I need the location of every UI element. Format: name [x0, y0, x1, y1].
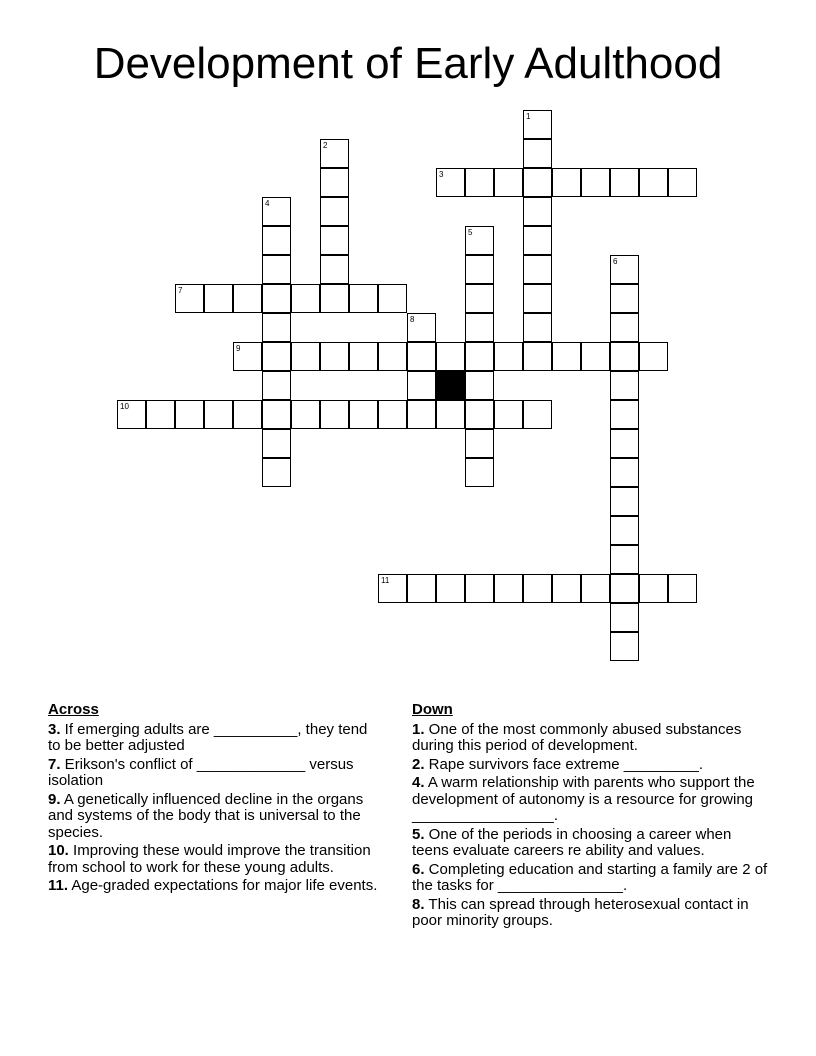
grid-cell[interactable]	[320, 197, 349, 226]
grid-cell[interactable]	[407, 313, 436, 342]
grid-cell[interactable]	[465, 284, 494, 313]
clue-item-text: Rape survivors face extreme _________.	[424, 755, 704, 773]
grid-cell[interactable]	[523, 574, 552, 603]
grid-cell[interactable]	[552, 342, 581, 371]
grid-cell[interactable]	[465, 313, 494, 342]
clue-item-text: One of the periods in choosing a career when teens evaluate careers re ability and values.	[412, 825, 732, 859]
grid-cell[interactable]	[378, 574, 407, 603]
clue-number: 11	[381, 576, 390, 585]
grid-cell[interactable]	[581, 342, 610, 371]
clue-item	[48, 878, 378, 895]
clue-item-text: A genetically influenced decline in the organs and systems of the body that is universal to the species.	[48, 790, 364, 841]
grid-cell[interactable]	[262, 342, 291, 371]
grid-cell[interactable]	[523, 197, 552, 226]
grid-cell[interactable]	[117, 400, 146, 429]
grid-cell[interactable]	[407, 574, 436, 603]
grid-cell[interactable]	[494, 342, 523, 371]
clue-item-text: Age-graded expectations for major life events.	[68, 877, 378, 894]
clue-item-text: This can spread through heterosexual contact in poor minority groups.	[412, 895, 749, 929]
grid-cell[interactable]	[436, 400, 465, 429]
grid-cell[interactable]	[523, 342, 552, 371]
grid-cell[interactable]	[668, 574, 697, 603]
clue-item-number: 5.	[412, 825, 425, 843]
grid-cell[interactable]	[523, 110, 552, 139]
grid-cell[interactable]	[465, 226, 494, 255]
clue-number: 10	[120, 402, 129, 411]
clue-number: 8	[410, 315, 415, 324]
grid-cell[interactable]	[262, 284, 291, 313]
grid-cell[interactable]	[552, 168, 581, 197]
grid-cell[interactable]	[465, 574, 494, 603]
grid-cell[interactable]	[465, 458, 494, 487]
grid-cell[interactable]	[523, 255, 552, 284]
grid-cell[interactable]	[320, 400, 349, 429]
grid-cell[interactable]	[407, 371, 436, 400]
clue-number: 6	[613, 257, 618, 266]
grid-cell[interactable]	[523, 168, 552, 197]
grid-cell[interactable]	[233, 400, 262, 429]
grid-cell[interactable]	[581, 574, 610, 603]
clue-item	[48, 792, 378, 842]
clue-item-number: 3.	[48, 720, 61, 738]
grid-cell[interactable]	[436, 168, 465, 197]
grid-cell[interactable]	[320, 255, 349, 284]
grid-cell[interactable]	[523, 139, 552, 168]
clue-item-number: 11.	[48, 877, 69, 894]
grid-cell[interactable]	[465, 371, 494, 400]
grid-cell[interactable]	[291, 400, 320, 429]
grid-cell[interactable]	[523, 226, 552, 255]
grid-cell[interactable]	[610, 458, 639, 487]
clue-item-number: 10.	[48, 842, 69, 859]
grid-cell[interactable]	[465, 342, 494, 371]
clue-item	[412, 897, 772, 930]
grid-cell[interactable]	[668, 168, 697, 197]
grid-cell[interactable]	[465, 255, 494, 284]
grid-cell[interactable]	[204, 400, 233, 429]
grid-cell[interactable]	[349, 400, 378, 429]
grid-cell[interactable]	[639, 168, 668, 197]
clue-item	[412, 757, 772, 774]
grid-cell[interactable]	[465, 168, 494, 197]
clue-item-number: 8.	[412, 895, 425, 913]
grid-cell[interactable]	[407, 342, 436, 371]
grid-cell[interactable]	[523, 313, 552, 342]
grid-cell[interactable]	[581, 168, 610, 197]
grid-cell[interactable]	[320, 342, 349, 371]
grid-cell[interactable]	[378, 342, 407, 371]
grid-cell[interactable]	[465, 400, 494, 429]
grid-cell[interactable]	[146, 400, 175, 429]
grid-cell[interactable]	[349, 342, 378, 371]
grid-cell[interactable]	[436, 574, 465, 603]
clue-item-number: 9.	[48, 790, 61, 808]
grid-cell[interactable]	[233, 342, 262, 371]
grid-cell[interactable]	[610, 255, 639, 284]
grid-cell[interactable]	[262, 313, 291, 342]
clue-number: 4	[265, 199, 270, 208]
grid-cell[interactable]	[610, 574, 639, 603]
clue-item-text: A warm relationship with parents who support the development of autonomy is a resource for growing _________________.	[412, 774, 755, 824]
down-clues	[412, 702, 772, 932]
grid-cell[interactable]	[494, 168, 523, 197]
clue-number: 1	[526, 112, 531, 121]
grid-cell[interactable]	[610, 516, 639, 545]
grid-cell[interactable]	[494, 400, 523, 429]
grid-cell[interactable]	[610, 371, 639, 400]
clue-item	[412, 862, 772, 895]
grid-cell[interactable]	[610, 487, 639, 516]
grid-cell[interactable]	[349, 284, 378, 313]
grid-cell[interactable]	[639, 574, 668, 603]
clue-item-number: 6.	[412, 860, 425, 878]
clue-item	[412, 722, 772, 755]
clue-item	[48, 722, 378, 755]
grid-cell[interactable]	[262, 429, 291, 458]
clue-item-number: 4.	[412, 774, 425, 791]
grid-cell[interactable]	[436, 342, 465, 371]
grid-cell[interactable]	[291, 284, 320, 313]
clue-item-text: Erikson's conflict of _____________ versus isolation	[48, 755, 354, 789]
grid-cell[interactable]	[610, 342, 639, 371]
grid-cell[interactable]	[523, 400, 552, 429]
grid-cell[interactable]	[262, 400, 291, 429]
clue-number: 3	[439, 170, 444, 179]
down-clue-list	[412, 722, 772, 930]
grid-cell[interactable]	[175, 284, 204, 313]
grid-cell[interactable]	[523, 284, 552, 313]
clue-item	[412, 775, 772, 825]
clue-item-text: One of the most commonly abused substances during this period of development.	[412, 720, 742, 754]
grid-cell[interactable]	[262, 255, 291, 284]
clue-number: 7	[178, 286, 183, 295]
clue-item	[48, 757, 378, 790]
grid-cell[interactable]	[378, 284, 407, 313]
puzzle-title: Development of Early Adulthood	[93, 39, 723, 88]
down-heading: Down	[412, 701, 453, 718]
grid-cell[interactable]	[552, 574, 581, 603]
grid-cell[interactable]	[175, 400, 204, 429]
grid-cell[interactable]	[639, 342, 668, 371]
grid-cell[interactable]	[610, 313, 639, 342]
grid-cell[interactable]	[320, 284, 349, 313]
across-clue-list	[48, 722, 378, 895]
grid-cell[interactable]	[610, 168, 639, 197]
grid-cell[interactable]	[320, 168, 349, 197]
clue-item-text: Completing education and starting a family are 2 of the tasks for _______________.	[412, 860, 768, 894]
grid-cell[interactable]	[204, 284, 233, 313]
grid-cell[interactable]	[610, 400, 639, 429]
grid-cell[interactable]	[291, 342, 320, 371]
grid-cell[interactable]	[610, 284, 639, 313]
clue-item-text: If emerging adults are __________, they tend to be better adjusted	[48, 720, 368, 754]
grid-cell[interactable]	[262, 458, 291, 487]
grid-cell[interactable]	[407, 400, 436, 429]
clue-number: 5	[468, 228, 473, 237]
clue-item-number: 7.	[48, 755, 61, 773]
grid-cell[interactable]	[262, 226, 291, 255]
clue-item	[48, 843, 378, 876]
grid-cell[interactable]	[378, 400, 407, 429]
clue-item-number: 1.	[412, 720, 425, 738]
clue-number: 2	[323, 141, 328, 150]
grid-cell[interactable]	[233, 284, 262, 313]
grid-cell[interactable]	[610, 603, 639, 632]
clue-item	[412, 827, 772, 860]
grid-cell[interactable]	[610, 545, 639, 574]
across-clues	[48, 702, 378, 897]
clue-number: 9	[236, 344, 241, 353]
across-heading: Across	[48, 701, 99, 718]
grid-cell[interactable]	[610, 429, 639, 458]
grid-cell[interactable]	[320, 226, 349, 255]
grid-cell[interactable]	[262, 371, 291, 400]
grid-cell[interactable]	[262, 197, 291, 226]
clue-item-number: 2.	[412, 755, 425, 773]
grid-cell[interactable]	[465, 429, 494, 458]
grid-cell[interactable]	[320, 139, 349, 168]
blank-cell	[436, 371, 465, 400]
grid-cell[interactable]	[610, 632, 639, 661]
grid-cell[interactable]	[494, 574, 523, 603]
clue-item-text: Improving these would improve the transition from school to work for these young adults.	[48, 842, 371, 876]
